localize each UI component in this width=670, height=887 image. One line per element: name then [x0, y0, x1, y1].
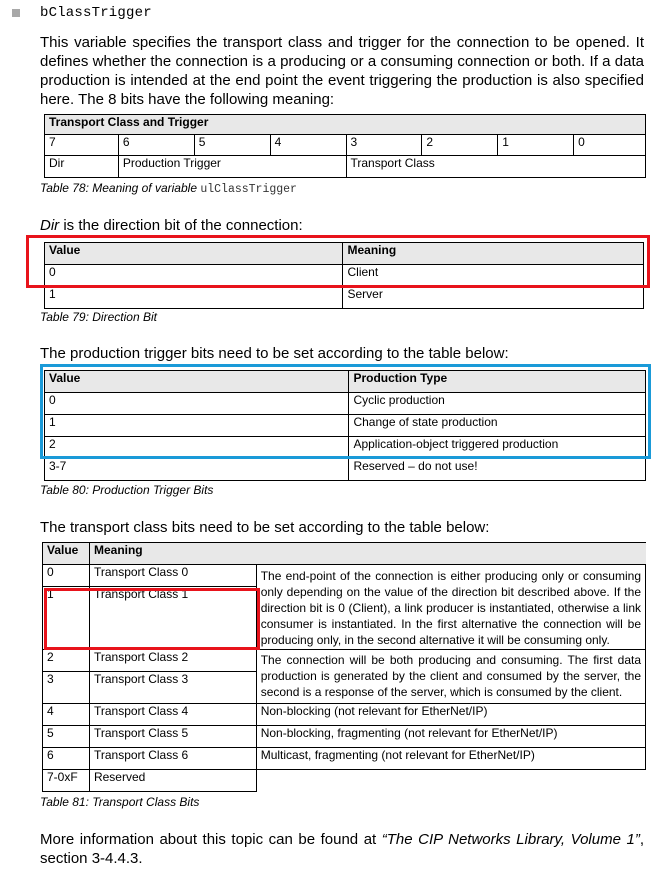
intro-line: defines whether the connection is a producing or a consuming connection or both. If a data [40, 53, 644, 70]
table-81-description: Non-blocking, fragmenting (not relevant for EtherNet/IP) [256, 726, 645, 748]
intro-paragraph [40, 33, 644, 109]
production-sentence: The production trigger bits need to be set according to the table below: [40, 345, 509, 362]
table-80-type: Cyclic production [349, 393, 646, 415]
caption-78-text: Table 78: Meaning of variable [40, 181, 201, 195]
dir-term: Dir [40, 217, 60, 234]
table-80-header-value: Value [45, 371, 349, 393]
intro-line: This variable specifies the transport class and trigger for the connection to be opened. It [40, 34, 644, 51]
bit-cell: 3 [346, 135, 422, 156]
table-79 [44, 242, 644, 309]
footer-paragraph [40, 830, 644, 868]
table-81-header-value: Value [43, 543, 90, 565]
table-81-meaning: Transport Class 1 [89, 587, 256, 650]
table-78 [44, 114, 646, 178]
transport-sentence: The transport class bits need to be set according to the table below: [40, 519, 490, 536]
table-81-meaning: Reserved [89, 770, 256, 792]
table-81-description: The end-point of the connection is either producing only or consuming only depending on the value of the direction bit described above. If the direction bit is 0 (Client), a link producer is instantiated, otherwise a link consumer is instantiated. In the first alternative the connection will be producing only, in the second alternative it will be consuming only. [256, 565, 645, 650]
table-81-value: 3 [43, 672, 90, 704]
dir-sentence-text: is the direction bit of the connection: [59, 217, 303, 234]
bit-cell: 2 [422, 135, 498, 156]
table-81-description: Non-blocking (not relevant for EtherNet/IP) [256, 704, 645, 726]
footer-reference: “The CIP Networks Library, Volume 1” [381, 831, 640, 848]
table-81-meaning: Transport Class 4 [89, 704, 256, 726]
table-81-empty-cell [256, 770, 645, 792]
group-transport-class: Transport Class [346, 156, 646, 178]
footer-prefix: More information about this topic can be found at [40, 831, 382, 848]
table-81 [42, 542, 646, 792]
table-80-value: 0 [45, 393, 349, 415]
table-80-header-type: Production Type [349, 371, 646, 393]
table-79-header-value: Value [45, 243, 343, 265]
table-81-value: 4 [43, 704, 90, 726]
bit-cell: 4 [270, 135, 346, 156]
table-81-description: Multicast, fragmenting (not relevant for EtherNet/IP) [256, 748, 645, 770]
table-81-meaning: Transport Class 0 [89, 565, 256, 587]
intro-line: production is intended at the end point the event triggering the production is also specified [40, 72, 644, 89]
table-80-value: 1 [45, 415, 349, 437]
table-79-meaning: Server [343, 287, 644, 309]
table-79-meaning: Client [343, 265, 644, 287]
table-81-meaning: Transport Class 6 [89, 748, 256, 770]
table-81-value: 5 [43, 726, 90, 748]
bit-cell: 6 [118, 135, 194, 156]
table-79-value: 1 [45, 287, 343, 309]
intro-line: here. The 8 bits have the following meaning: [40, 91, 335, 108]
table-81-meaning: Transport Class 2 [89, 650, 256, 672]
group-production-trigger: Production Trigger [118, 156, 346, 178]
table-81-header-meaning: Meaning [89, 543, 645, 565]
variable-heading: bClassTrigger [40, 5, 152, 21]
bit-cell: 7 [45, 135, 119, 156]
table-81-value: 2 [43, 650, 90, 672]
bullet-icon [12, 9, 20, 17]
footer-line-2: section 3-4.4.3. [40, 850, 143, 867]
table-81-value: 0 [43, 565, 90, 587]
table-80-type: Application-object triggered production [349, 437, 646, 459]
caption-78-code: ulClassTrigger [200, 183, 297, 196]
table-80-value: 2 [45, 437, 349, 459]
footer-line-1 [40, 830, 644, 849]
bit-cell: 0 [574, 135, 646, 156]
bit-cell: 5 [194, 135, 270, 156]
table-78-title: Transport Class and Trigger [45, 115, 646, 135]
table-81-description: The connection will be both producing and consuming. The first data production is generated by the client and consumed by the server, the second is a response of the server, which is consumed by the client. [256, 650, 645, 704]
caption-78 [40, 181, 297, 196]
table-80-value: 3-7 [45, 459, 349, 481]
table-80-type: Change of state production [349, 415, 646, 437]
caption-79: Table 79: Direction Bit [40, 310, 157, 324]
table-80-type: Reserved – do not use! [349, 459, 646, 481]
table-80 [44, 370, 646, 481]
table-81-meaning: Transport Class 3 [89, 672, 256, 704]
table-81-value: 6 [43, 748, 90, 770]
footer-suffix: , [639, 831, 644, 848]
table-79-header-meaning: Meaning [343, 243, 644, 265]
group-dir: Dir [45, 156, 119, 178]
table-81-value: 7-0xF [43, 770, 90, 792]
bit-cell: 1 [498, 135, 574, 156]
table-81-value: 1 [43, 587, 90, 650]
caption-81: Table 81: Transport Class Bits [40, 795, 200, 809]
table-81-meaning: Transport Class 5 [89, 726, 256, 748]
table-79-value: 0 [45, 265, 343, 287]
caption-80: Table 80: Production Trigger Bits [40, 483, 214, 497]
dir-sentence [40, 217, 303, 234]
